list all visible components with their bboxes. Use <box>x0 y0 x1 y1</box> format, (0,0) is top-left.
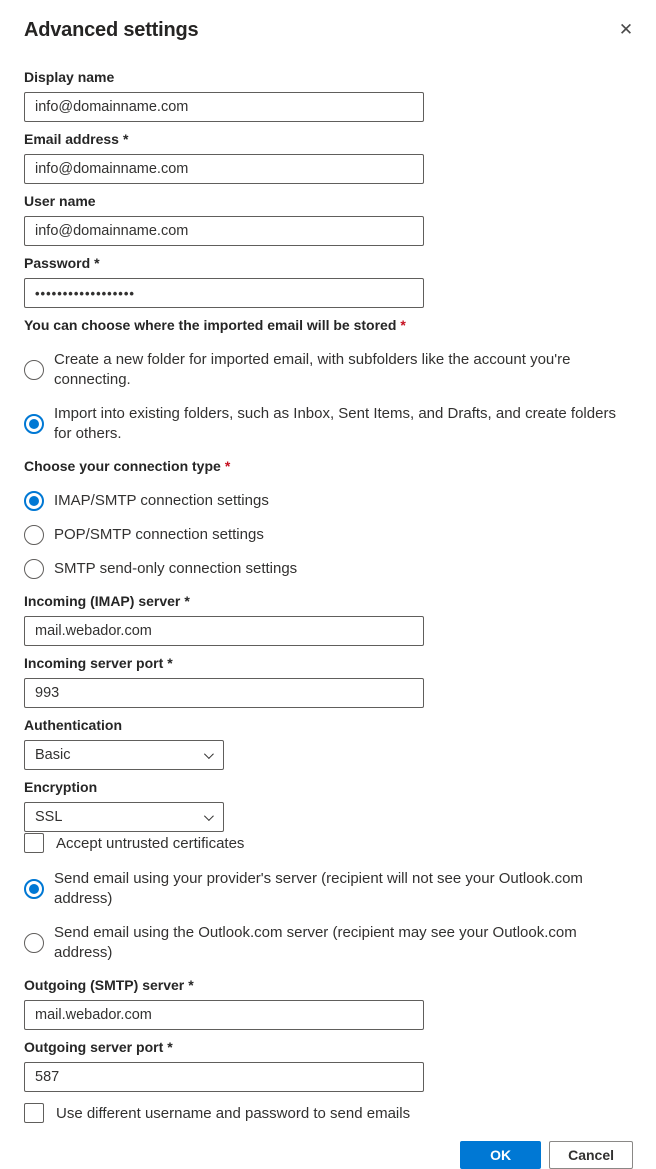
incoming-imap-server-label: Incoming (IMAP) server * <box>24 593 190 609</box>
incoming-imap-server-field <box>24 593 634 646</box>
radio-imap-smtp[interactable]: IMAP/SMTP connection settings <box>24 491 634 511</box>
encryption-field <box>24 779 634 832</box>
password-input[interactable] <box>24 278 424 308</box>
incoming-server-port-label: Incoming server port * <box>24 655 173 671</box>
required-asterisk: * <box>94 255 100 271</box>
accept-untrusted-certificates-checkbox[interactable]: Accept untrusted certificates <box>24 833 634 853</box>
incoming-imap-server-input[interactable] <box>24 616 424 646</box>
radio-button-icon <box>24 525 44 545</box>
radio-smtp-send-only[interactable]: SMTP send-only connection settings <box>24 559 634 579</box>
incoming-server-port-field <box>24 655 634 708</box>
chevron-down-icon <box>204 811 214 821</box>
required-asterisk: * <box>167 655 173 671</box>
checkbox-icon <box>24 1103 44 1123</box>
incoming-server-port-input[interactable] <box>24 678 424 708</box>
storage-section-label: You can choose where the imported email will be stored * <box>24 317 406 333</box>
encryption-selected-value: SSL <box>35 809 63 825</box>
outgoing-server-port-field <box>24 1039 634 1092</box>
outgoing-server-port-input[interactable] <box>24 1062 424 1092</box>
different-credentials-checkbox[interactable]: Use different username and password to send emails <box>24 1103 634 1123</box>
outgoing-smtp-server-field <box>24 977 634 1030</box>
required-asterisk: * <box>167 1039 173 1055</box>
close-button[interactable] <box>612 16 640 44</box>
dialog-footer <box>24 1141 634 1169</box>
display-name-input[interactable] <box>24 92 424 122</box>
password-label: Password * <box>24 255 100 271</box>
required-asterisk: * <box>188 977 194 993</box>
outgoing-smtp-server-input[interactable] <box>24 1000 424 1030</box>
radio-button-icon <box>24 559 44 579</box>
user-name-label: User name <box>24 193 96 209</box>
connection-type-section-label: Choose your connection type * <box>24 458 231 474</box>
radio-button-icon <box>24 933 44 953</box>
encryption-label: Encryption <box>24 779 98 795</box>
ok-button[interactable]: OK <box>460 1141 541 1169</box>
radio-button-icon <box>24 879 44 899</box>
display-name-field <box>24 69 634 122</box>
radio-send-provider-server[interactable]: Send email using your provider's server (recipient will not see your Outlook.com address) <box>24 869 634 909</box>
user-name-field <box>24 193 634 246</box>
required-asterisk-red: * <box>400 317 406 333</box>
radio-send-outlook-server[interactable]: Send email using the Outlook.com server (recipient may see your Outlook.com address) <box>24 923 634 963</box>
required-asterisk: * <box>122 131 129 147</box>
radio-create-new-folder[interactable]: Create a new folder for imported email, with subfolders like the account you're connecting. <box>24 350 634 390</box>
chevron-down-icon <box>204 749 214 759</box>
checkbox-icon <box>24 833 44 853</box>
cancel-button[interactable]: Cancel <box>549 1141 633 1169</box>
authentication-selected-value: Basic <box>35 747 71 763</box>
display-name-label: Display name <box>24 69 115 85</box>
dialog-content <box>24 69 634 1169</box>
radio-button-icon <box>24 414 44 434</box>
outgoing-smtp-server-label: Outgoing (SMTP) server * <box>24 977 194 993</box>
password-field <box>24 255 634 308</box>
user-name-input[interactable] <box>24 216 424 246</box>
required-asterisk: * <box>184 593 190 609</box>
email-address-field <box>24 131 634 184</box>
email-address-label: Email address * <box>24 131 129 147</box>
radio-button-icon <box>24 491 44 511</box>
authentication-dropdown[interactable] <box>24 740 224 770</box>
email-address-input[interactable] <box>24 154 424 184</box>
outgoing-server-port-label: Outgoing server port * <box>24 1039 173 1055</box>
dialog-title: Advanced settings <box>24 19 199 41</box>
radio-import-existing-folders[interactable]: Import into existing folders, such as Inbox, Sent Items, and Drafts, and create folders for others. <box>24 404 634 444</box>
authentication-label: Authentication <box>24 717 122 733</box>
radio-pop-smtp[interactable]: POP/SMTP connection settings <box>24 525 634 545</box>
radio-button-icon <box>24 360 44 380</box>
required-asterisk-red: * <box>224 458 231 474</box>
close-icon: ✕ <box>618 20 634 39</box>
authentication-field <box>24 717 634 770</box>
encryption-dropdown[interactable] <box>24 802 224 832</box>
